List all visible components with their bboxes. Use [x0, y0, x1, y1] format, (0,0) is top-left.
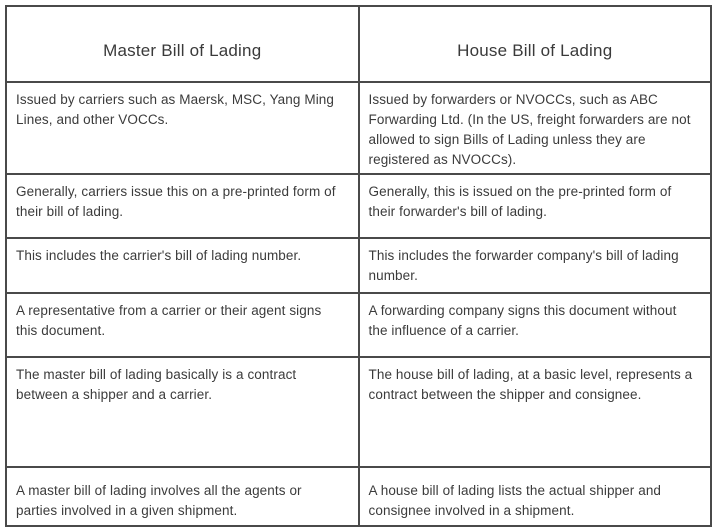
row2-house-cell: Generally, this is issued on the pre-printed form of their forwarder's bill of lading.	[360, 175, 711, 237]
row6-master-cell: A master bill of lading involves all the agents or parties involved in a given shipment.	[7, 468, 358, 525]
table-header-master	[7, 7, 358, 81]
header-house-label: House Bill of Lading	[457, 41, 613, 60]
row5-house-cell: The house bill of lading, at a basic level, represents a contract between the shipper and consignee.	[360, 358, 711, 466]
row3-master-cell: This includes the carrier's bill of lading number.	[7, 239, 358, 292]
table-header-house	[360, 7, 711, 81]
row3-house-cell: This includes the forwarder company's bill of lading number.	[360, 239, 711, 292]
row6-house-cell: A house bill of lading lists the actual shipper and consignee involved in a shipment.	[360, 468, 711, 525]
header-master-label: Master Bill of Lading	[103, 41, 262, 60]
row4-master-cell: A representative from a carrier or their agent signs this document.	[7, 294, 358, 356]
row5-master-cell: The master bill of lading basically is a contract between a shipper and a carrier.	[7, 358, 358, 466]
row2-master-cell: Generally, carriers issue this on a pre-printed form of their bill of lading.	[7, 175, 358, 237]
row1-master-cell: Issued by carriers such as Maersk, MSC, Yang Ming Lines, and other VOCCs.	[7, 83, 358, 173]
row4-house-cell: A forwarding company signs this document without the influence of a carrier.	[360, 294, 711, 356]
bol-comparison-table	[5, 5, 712, 527]
row1-house-cell: Issued by forwarders or NVOCCs, such as ABC Forwarding Ltd. (In the US, freight forwarders are not allowed to sign Bills of Lading unless they are registered as NVOCCs).	[360, 83, 711, 173]
